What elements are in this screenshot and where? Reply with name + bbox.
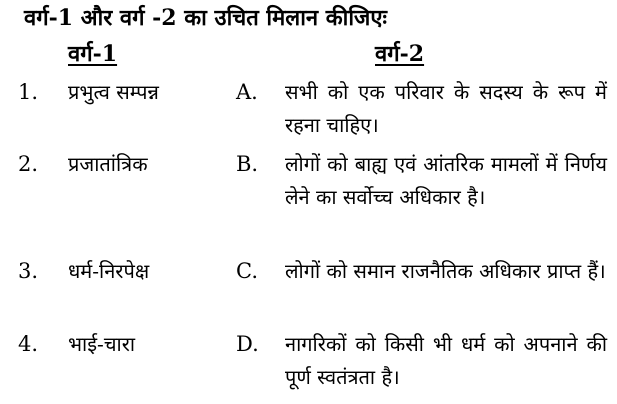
row-number: 4. <box>18 332 39 356</box>
column-2-heading: वर्ग-2 <box>375 41 425 67</box>
row-number: 1. <box>18 80 39 104</box>
column-2-definition: नागरिकों को किसी भी धर्म को अपनाने की पूर्ण स्वतंत्रता है। <box>285 332 607 389</box>
row-number: 3. <box>18 259 39 283</box>
column-1-heading: वर्ग-1 <box>68 41 118 67</box>
question-title: वर्ग-1 और वर्ग -2 का उचित मिलान कीजिएः <box>24 5 387 31</box>
column-1-term: भाई-चारा <box>68 332 136 356</box>
column-2-definition: लोगों को समान राजनैतिक अधिकार प्राप्त हैं। <box>285 259 606 283</box>
column-1-term: धर्म-निरपेक्ष <box>68 259 150 283</box>
cropped-text-fragment <box>60 396 260 404</box>
option-letter: B. <box>236 152 259 176</box>
column-1-term: प्रभुत्व सम्पन्न <box>68 80 159 104</box>
option-letter: D. <box>236 332 259 356</box>
column-2-definition: सभी को एक परिवार के सदस्य के रूप में रहना चाहिए। <box>285 80 607 137</box>
row-number: 2. <box>18 152 39 176</box>
column-2-definition: लोगों को बाह्य एवं आंतरिक मामलों में निर्णय लेने का सर्वोच्च अधिकार है। <box>285 152 607 209</box>
option-letter: A. <box>236 80 258 104</box>
option-letter: C. <box>236 259 258 283</box>
column-1-term: प्रजातांत्रिक <box>68 152 148 176</box>
